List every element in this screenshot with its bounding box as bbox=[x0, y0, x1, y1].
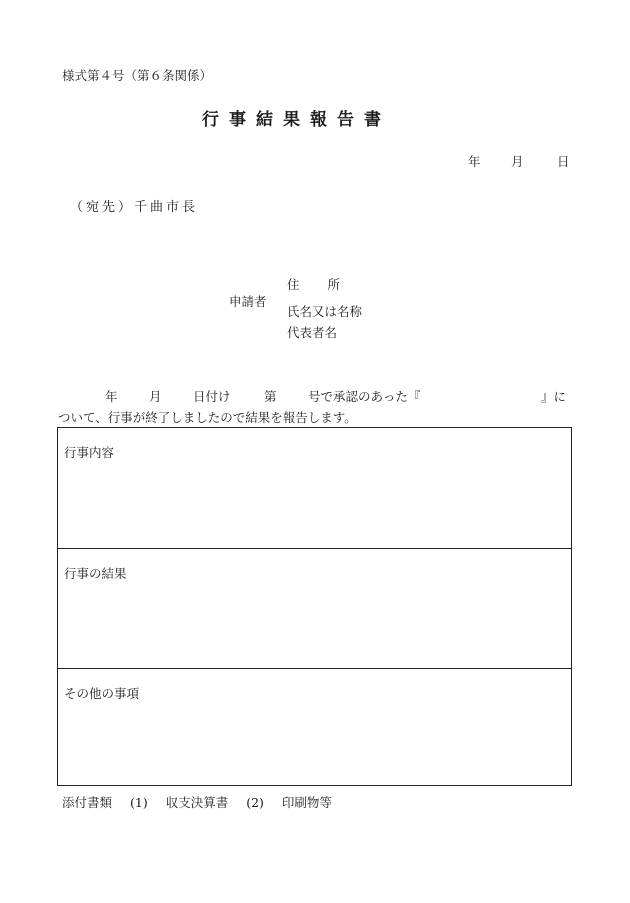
event-content-label: 行事内容 bbox=[64, 445, 115, 460]
address-label-char1: 住 bbox=[287, 277, 300, 292]
body-number-suffix: 号で承認のあった『 bbox=[308, 389, 421, 404]
address-label-char2: 所 bbox=[327, 277, 341, 292]
attachments-label: 添付書類 bbox=[62, 795, 113, 810]
body-number-prefix: 第 bbox=[264, 389, 277, 404]
addressee: （宛先）千曲市長 bbox=[70, 200, 199, 215]
body-month: 月 bbox=[149, 389, 162, 404]
name-label: 氏名又は名称 bbox=[287, 304, 363, 319]
document-title: 行事結果報告書 bbox=[202, 110, 391, 130]
body-line-2: ついて、行事が終了しましたので結果を報告します。 bbox=[58, 410, 357, 425]
applicant-label: 申請者 bbox=[229, 294, 267, 309]
date-year-label: 年 bbox=[468, 154, 481, 169]
report-table bbox=[57, 427, 572, 786]
representative-label: 代表者名 bbox=[287, 325, 338, 340]
attachments-line bbox=[62, 793, 346, 811]
other-matters-label: その他の事項 bbox=[64, 686, 140, 701]
attachment-1-number: (1) bbox=[130, 795, 148, 810]
attachment-2-number: (2) bbox=[246, 795, 264, 810]
event-content-section[interactable] bbox=[58, 428, 571, 548]
body-year: 年 bbox=[105, 389, 118, 404]
event-result-section[interactable] bbox=[58, 548, 571, 668]
address-label bbox=[287, 275, 340, 293]
attachment-2: 印刷物等 bbox=[281, 795, 332, 810]
date-month-label: 月 bbox=[511, 154, 524, 169]
body-closing-bracket: 』に bbox=[541, 389, 567, 404]
attachment-1: 収支決算書 bbox=[165, 795, 229, 810]
event-result-label: 行事の結果 bbox=[64, 566, 127, 581]
form-number: 様式第４号（第６条関係） bbox=[62, 68, 213, 83]
body-date-suffix: 日付け bbox=[193, 389, 231, 404]
other-matters-section[interactable] bbox=[58, 668, 571, 785]
date-day-label: 日 bbox=[557, 154, 570, 169]
